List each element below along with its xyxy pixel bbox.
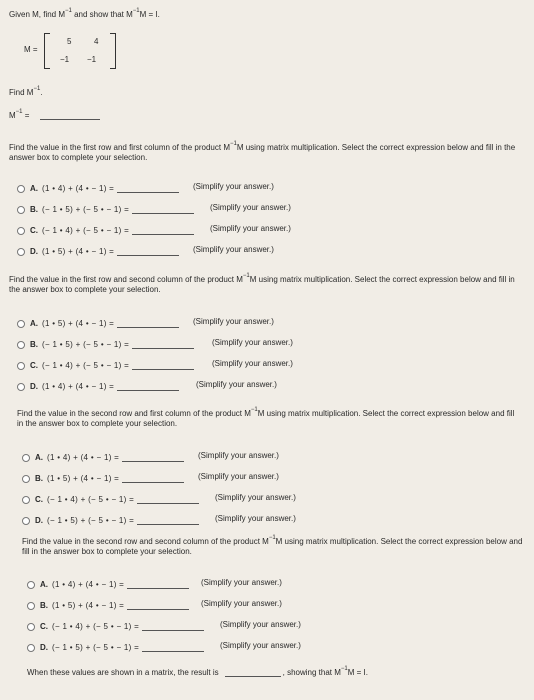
answer-box[interactable]: [127, 599, 189, 610]
answer-box[interactable]: [132, 338, 194, 349]
radio-button[interactable]: [22, 454, 30, 462]
question-3-prompt: Find the value in the second row and first column of the product $M^{-1}M$ using matrix multiplication. Select the correct expression below and fill in the answer box to complete your selection.: [17, 407, 515, 428]
matrix-m: [24, 33, 114, 69]
radio-button[interactable]: [17, 341, 25, 349]
question-2-prompt: Find the value in the first row and second column of the product $M^{-1}M$ using matrix multiplication. Select the correct expression below and fill in the answer box to complete your selection.: [9, 273, 515, 294]
simplify-hint: (Simplify your answer.): [215, 514, 296, 523]
answer-box[interactable]: [137, 514, 199, 525]
q1-option-b[interactable]: B. (− 1 • 5) + (− 5 • − 1) =: [17, 203, 194, 214]
q3-option-c[interactable]: C. (− 1 • 4) + (− 5 • − 1) =: [22, 493, 199, 504]
simplify-hint: (Simplify your answer.): [193, 245, 274, 254]
result-matrix-box[interactable]: [225, 666, 281, 677]
simplify-hint: (Simplify your answer.): [212, 359, 293, 368]
radio-button[interactable]: [27, 602, 35, 610]
q3-option-b[interactable]: B. (1 • 5) + (4 • − 1) =: [22, 472, 184, 483]
radio-button[interactable]: [27, 581, 35, 589]
matrix-cell: −1: [60, 55, 70, 64]
radio-button[interactable]: [17, 320, 25, 328]
q3-option-a[interactable]: A. (1 • 4) + (4 • − 1) =: [22, 451, 184, 462]
right-bracket: [110, 33, 116, 69]
find-text: Find $M^{-1}$.: [9, 86, 43, 97]
q1-option-c[interactable]: C. (− 1 • 4) + (− 5 • − 1) =: [17, 224, 194, 235]
radio-button[interactable]: [22, 517, 30, 525]
simplify-hint: (Simplify your answer.): [215, 493, 296, 502]
q1-option-a[interactable]: A. (1 • 4) + (4 • − 1) =: [17, 182, 179, 193]
answer-box[interactable]: [127, 578, 189, 589]
radio-button[interactable]: [27, 623, 35, 631]
radio-button[interactable]: [17, 248, 25, 256]
simplify-hint: (Simplify your answer.): [220, 620, 301, 629]
radio-button[interactable]: [17, 206, 25, 214]
matrix-cell: 5: [67, 37, 72, 46]
q2-option-a[interactable]: A. (1 • 5) + (4 • − 1) =: [17, 317, 179, 328]
q3-option-d[interactable]: D. (− 1 • 5) + (− 5 • − 1) =: [22, 514, 199, 525]
radio-button[interactable]: [17, 383, 25, 391]
simplify-hint: (Simplify your answer.): [220, 641, 301, 650]
q1-option-d[interactable]: D. (1 • 5) + (4 • − 1) =: [17, 245, 179, 256]
question-4-prompt: Find the value in the second row and second column of the product $M^{-1}M$ using matrix multiplication. Select the correct expression below and fill in the answer box to complete your selection.: [22, 535, 523, 556]
left-bracket: [44, 33, 50, 69]
inverse-answer-row: $M^{-1}$ =: [9, 109, 100, 120]
matrix-cell: 4: [94, 37, 99, 46]
answer-box[interactable]: [132, 203, 194, 214]
answer-box[interactable]: [122, 451, 184, 462]
simplify-hint: (Simplify your answer.): [210, 224, 291, 233]
matrix-cell: −1: [87, 55, 97, 64]
answer-box[interactable]: [117, 317, 179, 328]
inverse-answer-box[interactable]: [40, 109, 100, 120]
simplify-hint: (Simplify your answer.): [201, 599, 282, 608]
q4-option-a[interactable]: A. (1 • 4) + (4 • − 1) =: [27, 578, 189, 589]
radio-button[interactable]: [22, 475, 30, 483]
simplify-hint: (Simplify your answer.): [193, 182, 274, 191]
answer-box[interactable]: [117, 182, 179, 193]
answer-box[interactable]: [117, 380, 179, 391]
q2-option-b[interactable]: B. (− 1 • 5) + (− 5 • − 1) =: [17, 338, 194, 349]
answer-box[interactable]: [142, 620, 204, 631]
simplify-hint: (Simplify your answer.): [212, 338, 293, 347]
radio-button[interactable]: [22, 496, 30, 504]
final-statement: When these values are shown in a matrix, the result is , showing that $M^{-1}M = I$.: [27, 666, 368, 677]
answer-box[interactable]: [132, 359, 194, 370]
intro-text: Given M, find $M^{-1}$ and show that $M^{-1}M = I$.: [9, 8, 160, 19]
answer-box[interactable]: [142, 641, 204, 652]
q4-option-d[interactable]: D. (− 1 • 5) + (− 5 • − 1) =: [27, 641, 204, 652]
q4-option-c[interactable]: C. (− 1 • 4) + (− 5 • − 1) =: [27, 620, 204, 631]
answer-box[interactable]: [132, 224, 194, 235]
simplify-hint: (Simplify your answer.): [210, 203, 291, 212]
simplify-hint: (Simplify your answer.): [198, 472, 279, 481]
q2-option-c[interactable]: C. (− 1 • 4) + (− 5 • − 1) =: [17, 359, 194, 370]
question-1-prompt: Find the value in the first row and first column of the product $M^{-1}M$ using matrix multiplication. Select the correct expression below and fill in the answer box to complete your selection.: [9, 141, 516, 162]
simplify-hint: (Simplify your answer.): [196, 380, 277, 389]
q2-option-d[interactable]: D. (1 • 4) + (4 • − 1) =: [17, 380, 179, 391]
simplify-hint: (Simplify your answer.): [198, 451, 279, 460]
matrix-label: M =: [24, 45, 38, 54]
q4-option-b[interactable]: B. (1 • 5) + (4 • − 1) =: [27, 599, 189, 610]
radio-button[interactable]: [17, 227, 25, 235]
simplify-hint: (Simplify your answer.): [193, 317, 274, 326]
answer-box[interactable]: [137, 493, 199, 504]
answer-box[interactable]: [122, 472, 184, 483]
radio-button[interactable]: [17, 185, 25, 193]
radio-button[interactable]: [27, 644, 35, 652]
radio-button[interactable]: [17, 362, 25, 370]
answer-box[interactable]: [117, 245, 179, 256]
simplify-hint: (Simplify your answer.): [201, 578, 282, 587]
